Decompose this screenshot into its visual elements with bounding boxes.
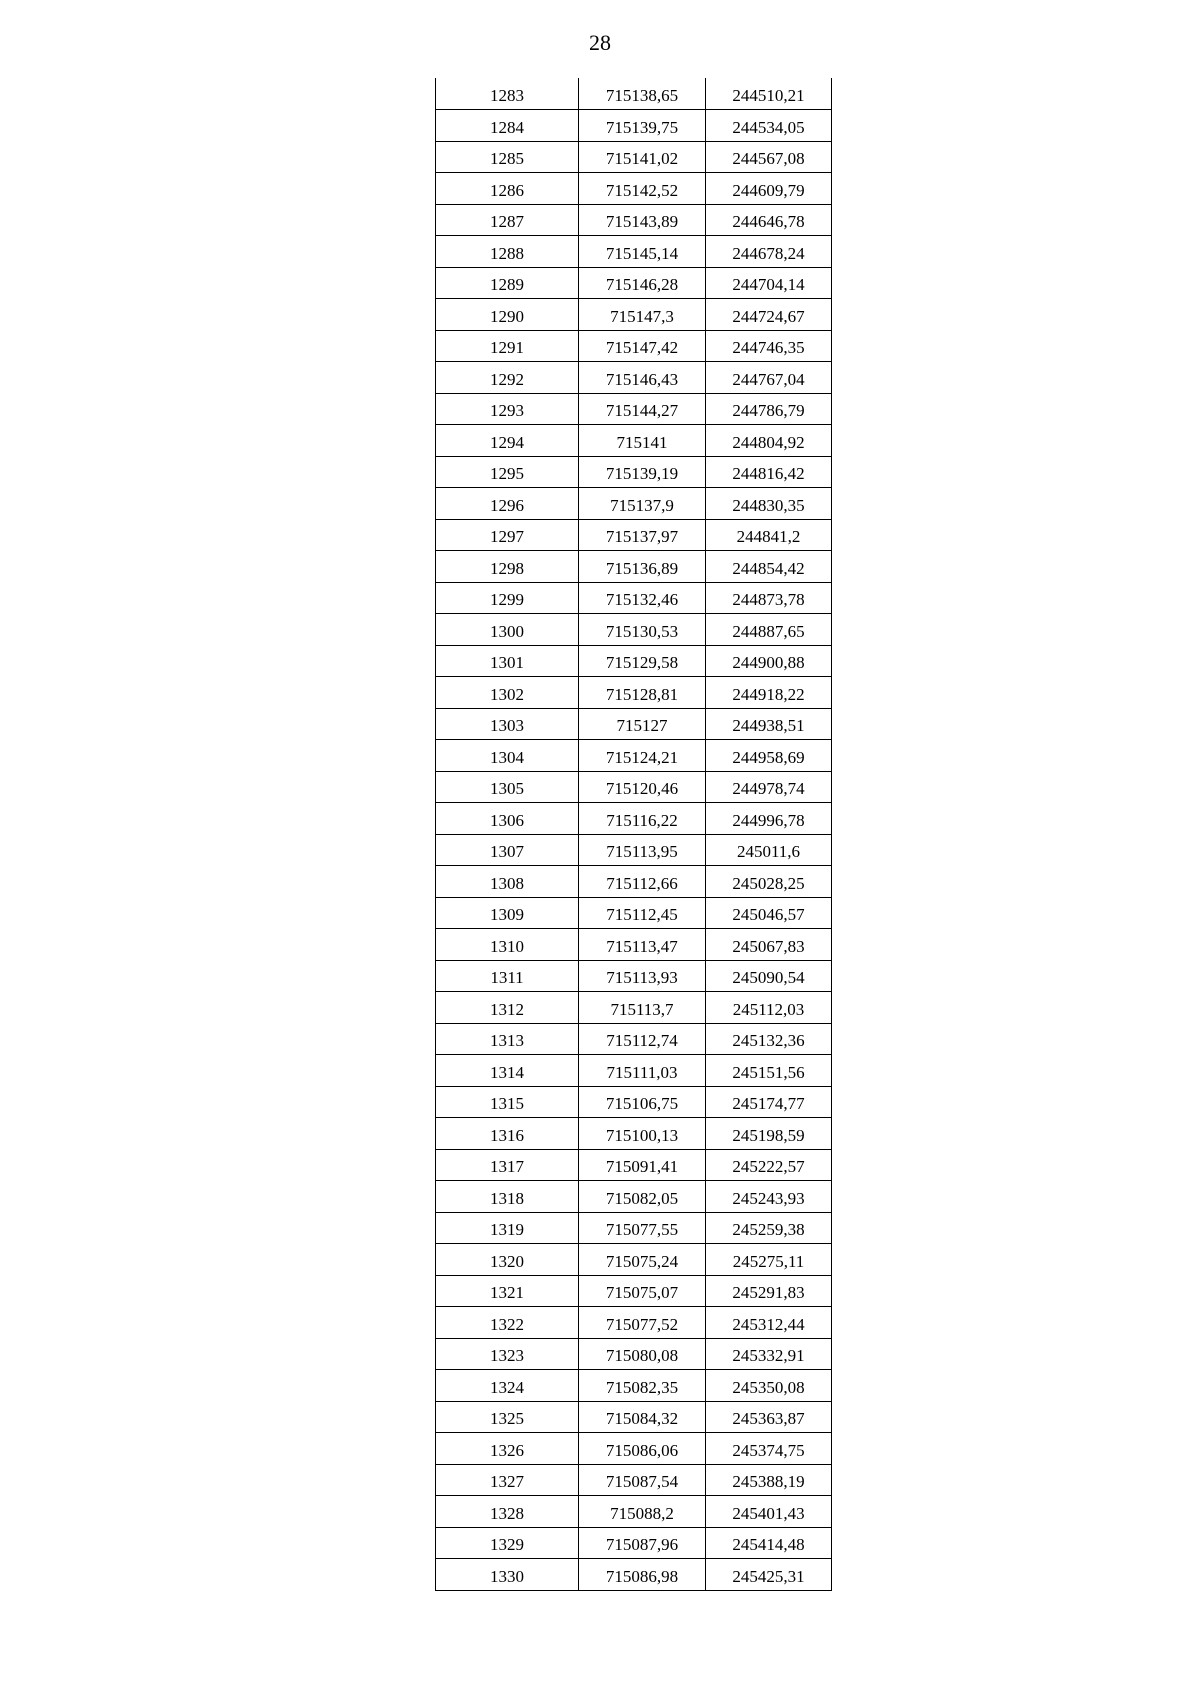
y-coordinate-cell: 244816,42 (706, 456, 832, 488)
x-coordinate-cell: 715075,07 (579, 1275, 706, 1307)
table-row (436, 834, 832, 866)
y-coordinate-cell: 245401,43 (706, 1496, 832, 1528)
x-coordinate-cell: 715100,13 (579, 1118, 706, 1150)
x-coordinate-cell: 715077,55 (579, 1212, 706, 1244)
point-number-cell: 1319 (436, 1212, 579, 1244)
table-row (436, 1559, 832, 1591)
table-row (436, 78, 832, 110)
table-row (436, 299, 832, 331)
point-number-cell: 1288 (436, 236, 579, 268)
point-number-cell: 1330 (436, 1559, 579, 1591)
point-number-cell: 1290 (436, 299, 579, 331)
table-row (436, 645, 832, 677)
table-row (436, 1464, 832, 1496)
point-number-cell: 1316 (436, 1118, 579, 1150)
table-row (436, 1023, 832, 1055)
x-coordinate-cell: 715146,43 (579, 362, 706, 394)
y-coordinate-cell: 244938,51 (706, 708, 832, 740)
point-number-cell: 1286 (436, 173, 579, 205)
x-coordinate-cell: 715146,28 (579, 267, 706, 299)
point-number-cell: 1325 (436, 1401, 579, 1433)
y-coordinate-cell: 245312,44 (706, 1307, 832, 1339)
table-row (436, 236, 832, 268)
table-row (436, 1118, 832, 1150)
point-number-cell: 1311 (436, 960, 579, 992)
y-coordinate-cell: 245243,93 (706, 1181, 832, 1213)
point-number-cell: 1315 (436, 1086, 579, 1118)
y-coordinate-cell: 245198,59 (706, 1118, 832, 1150)
table-row (436, 1401, 832, 1433)
y-coordinate-cell: 245132,36 (706, 1023, 832, 1055)
x-coordinate-cell: 715129,58 (579, 645, 706, 677)
x-coordinate-cell: 715082,05 (579, 1181, 706, 1213)
x-coordinate-cell: 715082,35 (579, 1370, 706, 1402)
point-number-cell: 1318 (436, 1181, 579, 1213)
x-coordinate-cell: 715136,89 (579, 551, 706, 583)
y-coordinate-cell: 244830,35 (706, 488, 832, 520)
table-row (436, 425, 832, 457)
y-coordinate-cell: 244567,08 (706, 141, 832, 173)
point-number-cell: 1283 (436, 78, 579, 110)
y-coordinate-cell: 244978,74 (706, 771, 832, 803)
x-coordinate-cell: 715116,22 (579, 803, 706, 835)
point-number-cell: 1324 (436, 1370, 579, 1402)
x-coordinate-cell: 715147,42 (579, 330, 706, 362)
table-row (436, 110, 832, 142)
x-coordinate-cell: 715086,06 (579, 1433, 706, 1465)
table-row (436, 582, 832, 614)
y-coordinate-cell: 244534,05 (706, 110, 832, 142)
x-coordinate-cell: 715141 (579, 425, 706, 457)
x-coordinate-cell: 715143,89 (579, 204, 706, 236)
x-coordinate-cell: 715120,46 (579, 771, 706, 803)
y-coordinate-cell: 244678,24 (706, 236, 832, 268)
table-row (436, 1338, 832, 1370)
x-coordinate-cell: 715138,65 (579, 78, 706, 110)
x-coordinate-cell: 715113,7 (579, 992, 706, 1024)
table-row (436, 992, 832, 1024)
point-number-cell: 1323 (436, 1338, 579, 1370)
y-coordinate-cell: 245151,56 (706, 1055, 832, 1087)
table-row (436, 1244, 832, 1276)
x-coordinate-cell: 715106,75 (579, 1086, 706, 1118)
y-coordinate-cell: 244841,2 (706, 519, 832, 551)
table-row (436, 803, 832, 835)
point-number-cell: 1299 (436, 582, 579, 614)
x-coordinate-cell: 715113,47 (579, 929, 706, 961)
point-number-cell: 1314 (436, 1055, 579, 1087)
y-coordinate-cell: 245067,83 (706, 929, 832, 961)
point-number-cell: 1306 (436, 803, 579, 835)
y-coordinate-cell: 244609,79 (706, 173, 832, 205)
point-number-cell: 1297 (436, 519, 579, 551)
table-row (436, 1055, 832, 1087)
x-coordinate-cell: 715145,14 (579, 236, 706, 268)
table-row (436, 330, 832, 362)
x-coordinate-cell: 715086,98 (579, 1559, 706, 1591)
point-number-cell: 1313 (436, 1023, 579, 1055)
table-row (436, 1307, 832, 1339)
point-number-cell: 1293 (436, 393, 579, 425)
y-coordinate-cell: 245222,57 (706, 1149, 832, 1181)
point-number-cell: 1317 (436, 1149, 579, 1181)
y-coordinate-cell: 244767,04 (706, 362, 832, 394)
x-coordinate-cell: 715127 (579, 708, 706, 740)
x-coordinate-cell: 715147,3 (579, 299, 706, 331)
y-coordinate-cell: 245388,19 (706, 1464, 832, 1496)
y-coordinate-cell: 245028,25 (706, 866, 832, 898)
table-row (436, 519, 832, 551)
table-row (436, 393, 832, 425)
point-number-cell: 1294 (436, 425, 579, 457)
y-coordinate-cell: 245011,6 (706, 834, 832, 866)
table-row (436, 771, 832, 803)
point-number-cell: 1303 (436, 708, 579, 740)
point-number-cell: 1309 (436, 897, 579, 929)
table-row (436, 1370, 832, 1402)
point-number-cell: 1305 (436, 771, 579, 803)
table-row (436, 1149, 832, 1181)
point-number-cell: 1284 (436, 110, 579, 142)
y-coordinate-cell: 245275,11 (706, 1244, 832, 1276)
x-coordinate-cell: 715112,66 (579, 866, 706, 898)
y-coordinate-cell: 244704,14 (706, 267, 832, 299)
x-coordinate-cell: 715080,08 (579, 1338, 706, 1370)
point-number-cell: 1307 (436, 834, 579, 866)
y-coordinate-cell: 245363,87 (706, 1401, 832, 1433)
point-number-cell: 1322 (436, 1307, 579, 1339)
x-coordinate-cell: 715113,95 (579, 834, 706, 866)
table-row (436, 929, 832, 961)
x-coordinate-cell: 715077,52 (579, 1307, 706, 1339)
table-row (436, 1527, 832, 1559)
table-row (436, 866, 832, 898)
coordinates-table (435, 78, 832, 1591)
table-row (436, 204, 832, 236)
x-coordinate-cell: 715111,03 (579, 1055, 706, 1087)
x-coordinate-cell: 715112,45 (579, 897, 706, 929)
table-row (436, 1433, 832, 1465)
point-number-cell: 1304 (436, 740, 579, 772)
table-row (436, 740, 832, 772)
point-number-cell: 1326 (436, 1433, 579, 1465)
x-coordinate-cell: 715130,53 (579, 614, 706, 646)
table-row (436, 614, 832, 646)
x-coordinate-cell: 715113,93 (579, 960, 706, 992)
x-coordinate-cell: 715088,2 (579, 1496, 706, 1528)
table-row (436, 267, 832, 299)
point-number-cell: 1289 (436, 267, 579, 299)
y-coordinate-cell: 244996,78 (706, 803, 832, 835)
y-coordinate-cell: 244786,79 (706, 393, 832, 425)
y-coordinate-cell: 245291,83 (706, 1275, 832, 1307)
table-row (436, 677, 832, 709)
point-number-cell: 1300 (436, 614, 579, 646)
x-coordinate-cell: 715141,02 (579, 141, 706, 173)
y-coordinate-cell: 244900,88 (706, 645, 832, 677)
point-number-cell: 1308 (436, 866, 579, 898)
y-coordinate-cell: 244724,67 (706, 299, 832, 331)
y-coordinate-cell: 245174,77 (706, 1086, 832, 1118)
table-row (436, 1086, 832, 1118)
point-number-cell: 1292 (436, 362, 579, 394)
coordinates-table-body (436, 78, 832, 1590)
x-coordinate-cell: 715128,81 (579, 677, 706, 709)
table-row (436, 141, 832, 173)
x-coordinate-cell: 715091,41 (579, 1149, 706, 1181)
y-coordinate-cell: 245259,38 (706, 1212, 832, 1244)
table-row (436, 897, 832, 929)
y-coordinate-cell: 244854,42 (706, 551, 832, 583)
y-coordinate-cell: 245090,54 (706, 960, 832, 992)
y-coordinate-cell: 244873,78 (706, 582, 832, 614)
table-row (436, 1181, 832, 1213)
x-coordinate-cell: 715075,24 (579, 1244, 706, 1276)
y-coordinate-cell: 244510,21 (706, 78, 832, 110)
x-coordinate-cell: 715137,9 (579, 488, 706, 520)
point-number-cell: 1328 (436, 1496, 579, 1528)
x-coordinate-cell: 715124,21 (579, 740, 706, 772)
x-coordinate-cell: 715139,19 (579, 456, 706, 488)
x-coordinate-cell: 715142,52 (579, 173, 706, 205)
y-coordinate-cell: 245112,03 (706, 992, 832, 1024)
table-row (436, 551, 832, 583)
point-number-cell: 1312 (436, 992, 579, 1024)
y-coordinate-cell: 245414,48 (706, 1527, 832, 1559)
x-coordinate-cell: 715132,46 (579, 582, 706, 614)
table-row (436, 488, 832, 520)
y-coordinate-cell: 244958,69 (706, 740, 832, 772)
point-number-cell: 1320 (436, 1244, 579, 1276)
y-coordinate-cell: 244804,92 (706, 425, 832, 457)
y-coordinate-cell: 245350,08 (706, 1370, 832, 1402)
y-coordinate-cell: 244887,65 (706, 614, 832, 646)
point-number-cell: 1301 (436, 645, 579, 677)
x-coordinate-cell: 715087,54 (579, 1464, 706, 1496)
table-row (436, 960, 832, 992)
table-row (436, 173, 832, 205)
y-coordinate-cell: 245374,75 (706, 1433, 832, 1465)
x-coordinate-cell: 715144,27 (579, 393, 706, 425)
table-row (436, 1496, 832, 1528)
x-coordinate-cell: 715084,32 (579, 1401, 706, 1433)
point-number-cell: 1285 (436, 141, 579, 173)
point-number-cell: 1329 (436, 1527, 579, 1559)
point-number-cell: 1298 (436, 551, 579, 583)
point-number-cell: 1291 (436, 330, 579, 362)
y-coordinate-cell: 244918,22 (706, 677, 832, 709)
table-row (436, 708, 832, 740)
point-number-cell: 1321 (436, 1275, 579, 1307)
point-number-cell: 1295 (436, 456, 579, 488)
coordinates-table-container (435, 78, 832, 1591)
y-coordinate-cell: 244746,35 (706, 330, 832, 362)
page-number: 28 (589, 30, 611, 55)
x-coordinate-cell: 715087,96 (579, 1527, 706, 1559)
table-row (436, 1275, 832, 1307)
y-coordinate-cell: 244646,78 (706, 204, 832, 236)
x-coordinate-cell: 715137,97 (579, 519, 706, 551)
table-row (436, 456, 832, 488)
y-coordinate-cell: 245425,31 (706, 1559, 832, 1591)
point-number-cell: 1287 (436, 204, 579, 236)
x-coordinate-cell: 715139,75 (579, 110, 706, 142)
table-row (436, 1212, 832, 1244)
point-number-cell: 1296 (436, 488, 579, 520)
table-row (436, 362, 832, 394)
point-number-cell: 1327 (436, 1464, 579, 1496)
x-coordinate-cell: 715112,74 (579, 1023, 706, 1055)
point-number-cell: 1302 (436, 677, 579, 709)
y-coordinate-cell: 245046,57 (706, 897, 832, 929)
y-coordinate-cell: 245332,91 (706, 1338, 832, 1370)
point-number-cell: 1310 (436, 929, 579, 961)
